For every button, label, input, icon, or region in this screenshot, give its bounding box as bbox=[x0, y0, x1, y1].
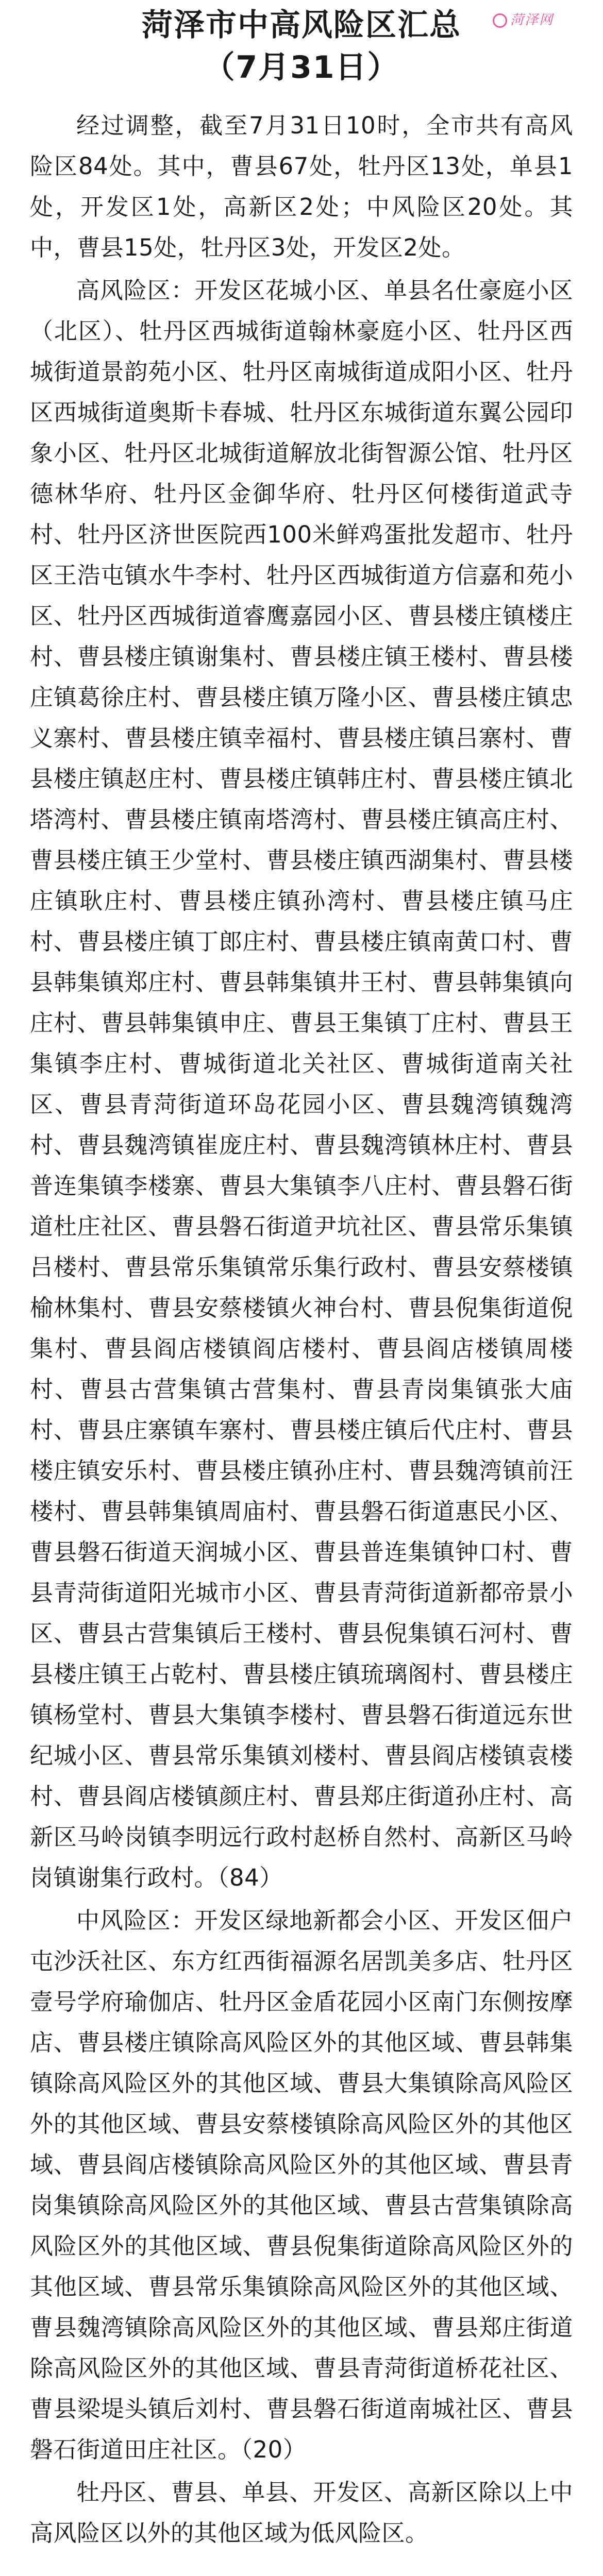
page-title: 菏泽市中高风险区汇总 bbox=[142, 7, 461, 43]
summary-paragraph: 经过调整，截至7月31日10时，全市共有高风险区84处。其中，曹县67处，牡丹区13处，单县1处，开发区1处，高新区2处；中风险区20处。其中，曹县15处，牡丹区3处，开发区2处。 bbox=[30, 112, 573, 261]
low-risk-paragraph: 牡丹区、曹县、单县、开发区、高新区除以上中高风险区以外的其他区域为低风险区。 bbox=[30, 2479, 573, 2547]
high-risk-paragraph: 高风险区：开发区花城小区、单县名仕豪庭小区（北区）、牡丹区西城街道翰林豪庭小区、牡丹区西城街道景韵苑小区、牡丹区南城街道成阳小区、牡丹区西城街道奥斯卡春城、牡丹区东城街道东翼公园印象小区、牡丹区北城街道解放北街智源公馆、牡丹区德林华府、牡丹区金御华府、牡丹区何楼街道武寺村、牡丹区济世医院西100米鲜鸡蛋批发超市、牡丹区王浩屯镇水牛李村、牡丹区西城街道方信嘉和苑小区、牡丹区西城街道睿鹰嘉园小区、曹县楼庄镇楼庄村、曹县楼庄镇谢集村、曹县楼庄镇王楼村、曹县楼庄镇葛徐庄村、曹县楼庄镇万隆小区、曹县楼庄镇忠义寨村、曹县楼庄镇幸福村、曹县楼庄镇吕寨村、曹县楼庄镇赵庄村、曹县楼庄镇韩庄村、曹县楼庄镇北塔湾村、曹县楼庄镇南塔湾村、曹县楼庄镇高庄村、曹县楼庄镇王少堂村、曹县楼庄镇西湖集村、曹县楼庄镇耿庄村、曹县楼庄镇孙湾村、曹县楼庄镇马庄村、曹县楼庄镇丁郎庄村、曹县楼庄镇南黄口村、曹县韩集镇郑庄村、曹县韩集镇井王村、曹县韩集镇向庄村、曹县韩集镇申庄、曹县王集镇丁庄村、曹县王集镇李庄村、曹城街道北关社区、曹城街道南关社区、曹县青菏街道环岛花园小区、曹县魏湾镇魏湾村、曹县魏湾镇崔庞庄村、曹县魏湾镇林庄村、曹县普连集镇李楼寨、曹县大集镇李八庄村、曹县磐石街道杜庄社区、曹县磐石街道尹坑社区、曹县常乐集镇吕楼村、曹县常乐集镇常乐集行政村、曹县安蔡楼镇榆林集村、曹县安蔡楼镇火神台村、曹县倪集街道倪集村、曹县阎店楼镇阎店楼村、曹县阎店楼镇周楼村、曹县古营集镇古营集村、曹县青岗集镇张大庙村、曹县庄寨镇车寨村、曹县楼庄镇后代庄村、曹县楼庄镇安乐村、曹县楼庄镇孙庄村、曹县魏湾镇前汪楼村、曹县韩集镇周庙村、曹县磐石街道惠民小区、曹县磐石街道天润城小区、曹县普连集镇钟口村、曹县青菏街道阳光城市小区、曹县青菏街道新都帝景小区、曹县古营集镇后王楼村、曹县倪集镇石河村、曹县楼庄镇王占乾村、曹县楼庄镇琉璃阁村、曹县楼庄镇杨堂村、曹县大集镇李楼村、曹县磐石街道远东世纪城小区、曹县常乐集镇刘楼村、曹县阎店楼镇袁楼村、曹县阎店楼镇颜庄村、曹县郑庄街道孙庄村、高新区马岭岗镇李明远行政村赵桥自然村、高新区马岭岗镇谢集行政村。（84） bbox=[30, 277, 573, 1891]
mid-risk-paragraph: 中风险区：开发区绿地新都会小区、开发区佃户屯沙沃社区、东方红西街福源名居凯美多店、牡丹区壹号学府瑜伽店、牡丹区金盾花园小区南门东侧按摩店、曹县楼庄镇除高风险区外的其他区域、曹县韩集镇除高风险区外的其他区域、曹县大集镇除高风险区外的其他区域、曹县安蔡楼镇除高风险区外的其他区域、曹县阎店楼镇除高风险区外的其他区域、曹县青岗集镇除高风险区外的其他区域、曹县古营集镇除高风险区外的其他区域、曹县倪集街道除高风险区外的其他区域、曹县常乐集镇除高风险区外的其他区域、曹县魏湾镇除高风险区外的其他区域、曹县郑庄街道除高风险区外的其他区域、曹县青菏街道桥花社区、曹县梁堤头镇后刘村、曹县磐石街道南城社区、曹县磐石街道田庄社区。（20） bbox=[30, 1907, 573, 2463]
watermark-text: 菏泽网 bbox=[510, 12, 554, 28]
page-subtitle: （7月31日） bbox=[204, 49, 399, 86]
site-watermark bbox=[493, 9, 554, 28]
watermark-logo-icon bbox=[493, 13, 507, 28]
